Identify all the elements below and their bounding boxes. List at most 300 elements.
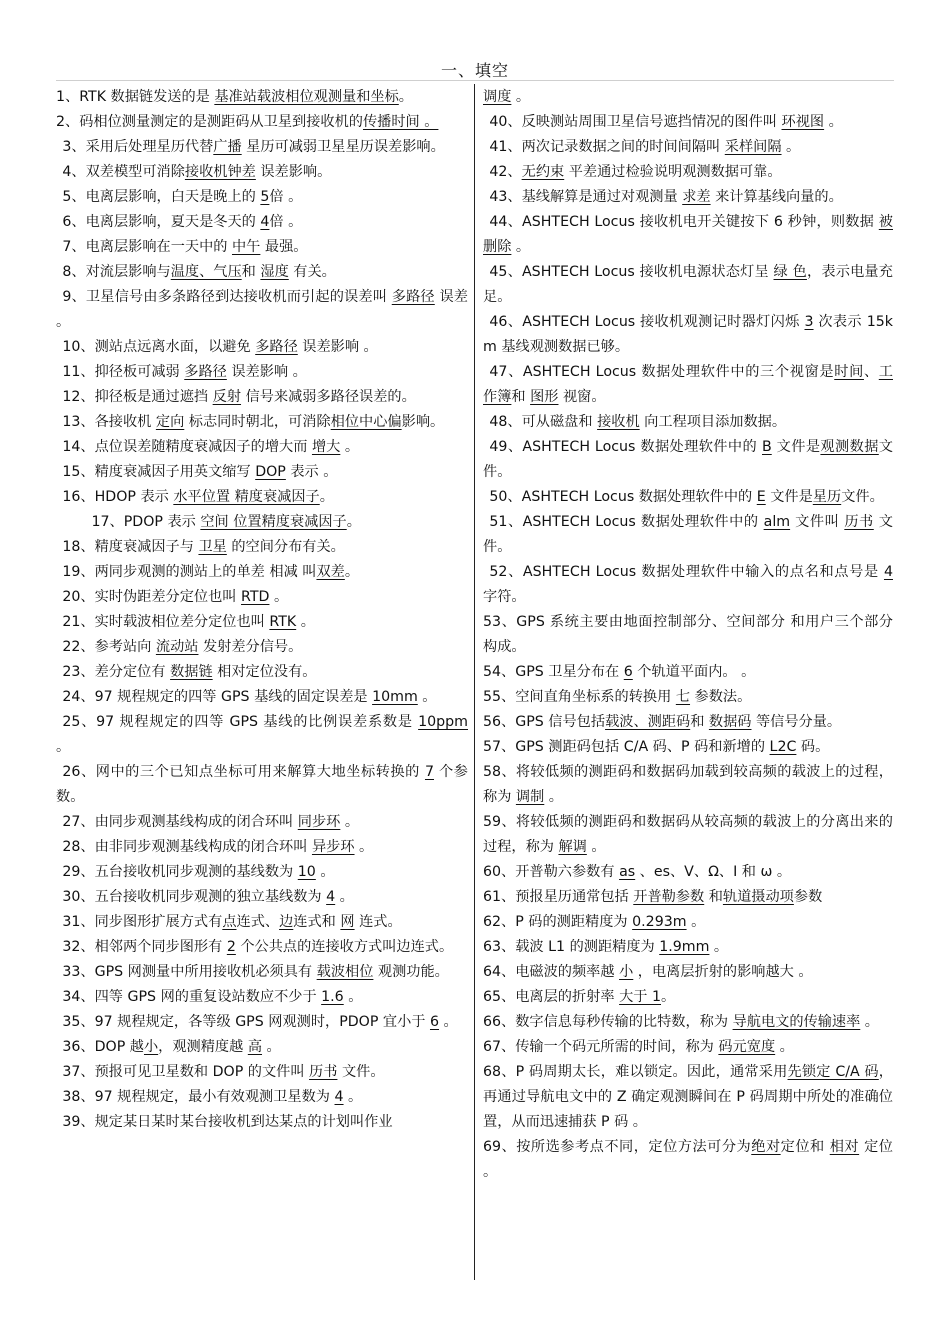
question-text: 。 [398, 89, 413, 105]
question-text: 12、抑径板是通过遮挡 [62, 389, 213, 405]
question-item [483, 1010, 893, 1035]
answer-blank: 4 [334, 1089, 344, 1105]
question-item [483, 360, 893, 410]
question-text: 3、采用后处理星历代替 [62, 139, 214, 155]
question-text: 。 [709, 939, 729, 955]
answer-blank: 异步环 [311, 839, 355, 855]
question-item [483, 435, 893, 485]
question-text: 参数 [793, 889, 823, 905]
question-text: 误差影响 。 [226, 364, 307, 380]
question-text: 。 [860, 1014, 879, 1030]
question-item [56, 685, 468, 710]
question-item [56, 585, 468, 610]
question-item [56, 460, 468, 485]
question-text: 个公共点的连接收方式叫边连式。 [235, 939, 454, 955]
header-rule [56, 80, 894, 81]
answer-blank: 湿度 [260, 264, 289, 280]
question-item [56, 560, 468, 585]
question-item [483, 910, 893, 935]
question-text: 31、同步图形扩展方式有 [62, 914, 223, 930]
question-text: 47、ASHTECH Locus 数据处理软件中的三个视窗是 [489, 364, 835, 380]
answer-blank: 0.293m [632, 914, 687, 930]
answer-blank: 高 [247, 1039, 263, 1055]
question-text: 。 [346, 514, 361, 530]
question-item [56, 535, 468, 560]
question-text: 文件是 [771, 439, 821, 455]
answer-blank: 时间 [834, 364, 864, 380]
answer-blank: 1.9mm [659, 939, 710, 955]
question-text: 15、精度衰减因子用英文缩写 [62, 464, 256, 480]
question-item [56, 710, 468, 760]
answer-blank: 先锁定 C/A 码 [787, 1064, 879, 1080]
question-item [56, 160, 468, 185]
question-item [483, 685, 893, 710]
question-text: 文件。 [337, 1064, 385, 1080]
question-item [483, 760, 893, 810]
question-text: 字符。 [483, 589, 526, 605]
question-text: 51、ASHTECH Locus 数据处理软件中的 [489, 514, 764, 530]
question-text: 平差通过检验说明观测数据可靠。 [564, 164, 782, 180]
question-text: 17、PDOP 表示 [91, 514, 201, 530]
question-text: 25、97 规程规定的四等 GPS 基线的比例误差系数是 [62, 714, 419, 730]
question-text: 8、对流层影响与 [62, 264, 171, 280]
answer-blank: 点 [222, 914, 237, 930]
answer-blank: 反射 [212, 389, 242, 405]
answer-blank: 边 [279, 914, 294, 930]
question-text: 参数法。 [690, 689, 752, 705]
question-item [483, 560, 893, 610]
answer-blank: as [619, 864, 636, 880]
question-item [56, 285, 468, 335]
answer-blank: 10mm [372, 689, 418, 705]
question-item [56, 960, 468, 985]
question-text: 连式和 [293, 914, 341, 930]
question-text: 和 [241, 264, 261, 280]
question-text: 。 [343, 989, 363, 1005]
answer-blank: 相对 [829, 1139, 860, 1155]
answer-blank: 卫星 [198, 539, 227, 555]
answer-blank: 轨道摄动项 [722, 889, 794, 905]
question-item [56, 510, 468, 535]
question-item [56, 860, 468, 885]
question-text: 64、电磁波的频率越 [483, 964, 620, 980]
question-text: 。 [296, 614, 315, 630]
answer-blank: 4 [260, 214, 270, 230]
question-text: 。 [511, 89, 531, 105]
question-text: 19、两同步观测的测站上的单差 相减 叫 [62, 564, 317, 580]
answer-blank: alm [763, 514, 791, 530]
answer-blank: 开普勒参数 [633, 889, 705, 905]
question-text: 有关。 [288, 264, 336, 280]
question-text: 45、ASHTECH Locus 接收机电源状态灯呈 [489, 264, 774, 280]
question-text: 9、卫星信号由多条路径到达接收机而引起的误差叫 [62, 289, 392, 305]
question-text: 58、将较低频的测距码和数据码加载到较高频的载波上的过程，称为 [483, 764, 893, 805]
question-text: 33、GPS 网测量中所用接收机必须具有 [62, 964, 317, 980]
answer-blank: 小 [143, 1039, 159, 1055]
question-text: 连式、 [236, 914, 280, 930]
question-text: 41、两次记录数据之间的时间间隔叫 [489, 139, 725, 155]
answer-blank: 环视图 [781, 114, 825, 130]
question-item [56, 810, 468, 835]
question-text: 码。 [796, 739, 830, 755]
question-text: 。 [781, 139, 801, 155]
question-text: 50、ASHTECH Locus 数据处理软件中的 [489, 489, 757, 505]
question-text: 向工程项目添加数据。 [639, 414, 787, 430]
question-text: 18、精度衰减因子与 [62, 539, 199, 555]
question-text: 43、基线解算是通过对观测量 [489, 189, 683, 205]
question-text: 定位 。 [483, 1139, 893, 1180]
question-item [56, 885, 468, 910]
question-text: 32、相邻两个同步图形有 [62, 939, 227, 955]
question-text: 11、抑径板可减弱 [62, 364, 185, 380]
question-text: 误差 。 [56, 289, 468, 330]
question-text: 文件。 [841, 489, 884, 505]
question-text: 63、载波 L1 的测距精度为 [483, 939, 660, 955]
question-item [56, 1110, 468, 1135]
question-text: 。 [340, 814, 360, 830]
question-item [483, 185, 893, 210]
answer-blank: 4 [883, 564, 893, 580]
question-text: 个参数。 [56, 764, 468, 805]
question-text: 38、97 规程规定，最小有效观测卫星数为 [62, 1089, 335, 1105]
question-text: ，再通过导航电文中的 Z 确定观测瞬间在 P 码周期中所处的准确位置，从而迅速捕获 P 码 。 [483, 1064, 893, 1130]
question-text: 56、GPS 信号包括 [483, 714, 606, 730]
answer-blank: 6 [623, 664, 633, 680]
answer-blank: 数据链 [170, 664, 213, 680]
answer-blank: 工作簿 [483, 364, 893, 405]
question-text: 1、RTK 数据链发送的是 [56, 89, 215, 105]
answer-blank: 双差 [316, 564, 345, 580]
question-text: 、 [863, 364, 879, 380]
question-text: 6、电离层影响，夏天是冬天的 [62, 214, 261, 230]
answer-blank: B [762, 439, 772, 455]
question-item [56, 1035, 468, 1060]
question-text: 57、GPS 测距码包括 C/A 码、P 码和新增的 [483, 739, 770, 755]
question-text: 。 [319, 489, 334, 505]
answer-blank: RTK [269, 614, 297, 630]
question-text: 。 [344, 564, 360, 580]
question-text: 来计算基线向量的。 [710, 189, 843, 205]
question-item [483, 110, 893, 135]
question-text: 。 [417, 689, 437, 705]
question-text: 和 [704, 889, 723, 905]
answer-blank: 码元宽度 [718, 1039, 776, 1055]
answer-blank: 中午 [231, 239, 261, 255]
answer-blank: 4 [326, 889, 336, 905]
question-item [483, 410, 893, 435]
question-text: 。 [824, 114, 843, 130]
answer-blank: 图形 [530, 389, 559, 405]
question-item [483, 210, 893, 260]
question-text: 。 [269, 589, 289, 605]
question-text: 23、差分定位有 [62, 664, 171, 680]
question-text: 视窗。 [558, 389, 606, 405]
question-item [56, 935, 468, 960]
answer-blank: 接收机 [597, 414, 640, 430]
answer-blank: 水平位置 精度衰减因子 [173, 489, 320, 505]
question-text: 最强。 [260, 239, 308, 255]
question-item [483, 935, 893, 960]
question-item [56, 335, 468, 360]
question-item [483, 660, 893, 685]
question-item [483, 710, 893, 735]
question-text: 40、反映测站周围卫星信号遮挡情况的图件叫 [489, 114, 782, 130]
answer-blank: 调度 [483, 89, 512, 105]
question-text: 35、97 规程规定，各等级 GPS 网观测时，PDOP 宜小于 [62, 1014, 430, 1030]
answer-blank: 2 [226, 939, 236, 955]
question-item [56, 185, 468, 210]
question-text: 信号来减弱多路径误差的。 [241, 389, 416, 405]
answer-blank: 解调 [558, 839, 587, 855]
question-text: 2、码相位测量测定的是测距码从卫星到接收机的 [56, 114, 363, 130]
page-title: 一、填空 [440, 61, 509, 80]
question-text: 36、DOP 越 [62, 1039, 144, 1055]
question-text: 。 [511, 239, 531, 255]
question-item [483, 860, 893, 885]
question-text: ，表示电量充足。 [483, 264, 893, 305]
answer-blank: 同步环 [297, 814, 341, 830]
question-text: 4、双差模型可消除 [62, 164, 185, 180]
question-item [483, 810, 893, 860]
question-item [483, 1060, 893, 1135]
answer-blank: 小 [619, 964, 634, 980]
question-text: 。 [686, 914, 706, 930]
answer-blank: L2C [769, 739, 797, 755]
question-item [483, 485, 893, 510]
answer-blank: 相位中心偏 [330, 414, 402, 430]
question-text: 37、预报可见卫星数和 DOP 的文件叫 [62, 1064, 310, 1080]
question-text: 44、ASHTECH Locus 接收机电开关键按下 6 秒钟，则数据 [489, 214, 879, 230]
answer-blank: 求差 [682, 189, 711, 205]
question-text: 。 [262, 1039, 281, 1055]
question-item [56, 660, 468, 685]
question-text: 文件。 [483, 514, 893, 555]
question-text: ，观测精度越 [158, 1039, 248, 1055]
answer-blank: 导航电文的传输速率 [732, 1014, 861, 1030]
question-text: 次表示 15km 基线观测数据已够。 [483, 314, 894, 355]
question-text: 。 [343, 1089, 363, 1105]
question-text: 、es、V、Ω、I 和 ω 。 [635, 864, 792, 880]
question-item [56, 635, 468, 660]
question-text: 14、点位误差随精度衰减因子的增大而 [62, 439, 312, 455]
question-text: 的空间分布有关。 [226, 539, 345, 555]
answer-blank: 历书 [844, 514, 874, 530]
question-item [483, 985, 893, 1010]
answer-blank: 数据码 [708, 714, 752, 730]
answer-blank: 载波、测距码 [605, 714, 691, 730]
question-item [56, 410, 468, 435]
question-text: 60、开普勒六参数有 [483, 864, 620, 880]
question-text: 。 [439, 1014, 458, 1030]
question-text: 文件。 [483, 439, 893, 480]
right-column [483, 85, 893, 1185]
question-text: 误差影响 。 [297, 339, 378, 355]
answer-blank: 绝对 [751, 1139, 781, 1155]
answer-blank: 历书 [309, 1064, 338, 1080]
answer-blank: 10 [297, 864, 316, 880]
answer-blank: 接收机钟差 [184, 164, 256, 180]
question-text: 49、ASHTECH Locus 数据处理软件中的 [489, 439, 762, 455]
answer-blank: 广播 [213, 139, 242, 155]
question-text: 。 [340, 439, 360, 455]
question-text: 68、P 码周期太长，难以锁定。因此，通常采用 [483, 1064, 788, 1080]
question-text: 。 [586, 839, 606, 855]
question-text: 28、由非同步观测基线构成的闭合环叫 [62, 839, 312, 855]
question-text: 标志同时朝北，可消除 [184, 414, 331, 430]
question-item [56, 435, 468, 460]
question-item [483, 260, 893, 310]
question-item [56, 910, 468, 935]
answer-blank: DOP [255, 464, 286, 480]
question-item [56, 135, 468, 160]
question-item [483, 1135, 893, 1185]
question-item [56, 485, 468, 510]
question-item [56, 85, 468, 110]
question-item [483, 135, 893, 160]
question-text: 21、实时载波相位差分定位也叫 [62, 614, 270, 630]
question-text: 24、97 规程规定的四等 GPS 基线的固定误差是 [62, 689, 373, 705]
answer-blank: 星历 [812, 489, 842, 505]
answer-blank: 增大 [311, 439, 341, 455]
answer-blank: 多路径 [184, 364, 227, 380]
question-item [483, 160, 893, 185]
question-text: 55、空间直角坐标系的转换用 [483, 689, 676, 705]
question-text: 误差影响。 [255, 164, 332, 180]
question-text: 52、ASHTECH Locus 数据处理软件中输入的点名和点号是 [489, 564, 884, 580]
answer-blank: 载波相位 [316, 964, 374, 980]
answer-blank: 流动站 [155, 639, 199, 655]
answer-blank: 七 [675, 689, 691, 705]
answer-blank: 3 [804, 314, 814, 330]
question-text: 。 [661, 989, 676, 1005]
answer-blank: 采样间隔 [724, 139, 782, 155]
question-text: 65、电离层的折射率 [483, 989, 620, 1005]
question-text: 13、各接收机 [62, 414, 156, 430]
question-text: 66、数字信息每秒传输的比特数，称为 [483, 1014, 733, 1030]
question-text: 观测功能。 [373, 964, 449, 980]
question-item [483, 85, 893, 110]
question-text: 影响。 [401, 414, 445, 430]
question-item [56, 110, 468, 135]
question-text: 星历可减弱卫星星历误差影响。 [241, 139, 445, 155]
question-text: 。 [56, 739, 71, 755]
answer-blank: 大于 1 [619, 989, 661, 1005]
question-item [56, 760, 468, 810]
question-item [56, 235, 468, 260]
question-item [56, 985, 468, 1010]
question-text: 54、GPS 卫星分布在 [483, 664, 624, 680]
question-text: 。 [315, 864, 335, 880]
question-text: 53、GPS 系统主要由地面控制部分、空间部分 和用户三个部分构成。 [483, 614, 893, 655]
answer-blank: E [756, 489, 766, 505]
question-item [56, 1010, 468, 1035]
question-text: 。 [775, 1039, 794, 1055]
answer-blank: 5 [260, 189, 270, 205]
question-text: 文件叫 [790, 514, 845, 530]
answer-blank: 温度、气压 [170, 264, 242, 280]
question-text: 39、规定某日某时某台接收机到达某点的计划叫作业 [62, 1114, 393, 1130]
answer-blank: 调制 [515, 789, 545, 805]
answer-blank: 1.6 [321, 989, 344, 1005]
answer-blank: 7 [424, 764, 434, 780]
question-text: 62、P 码的测距精度为 [483, 914, 633, 930]
question-text: ，电离层折射的影响越大 。 [633, 964, 813, 980]
question-text: 倍 。 [269, 189, 303, 205]
question-item [56, 385, 468, 410]
question-item [483, 1035, 893, 1060]
answer-blank: 多路径 [255, 339, 298, 355]
question-text: 相对定位没有。 [212, 664, 317, 680]
answer-blank: 网 [340, 914, 355, 930]
question-text: 67、传输一个码元所需的时间，称为 [483, 1039, 719, 1055]
question-text: 5、电离层影响，白天是晚上的 [62, 189, 261, 205]
question-text: 48、可从磁盘和 [489, 414, 598, 430]
question-text: 34、四等 GPS 网的重复设站数应不少于 [62, 989, 322, 1005]
question-text: 59、将较低频的测距码和数据码从较高频的载波上的分离出来的过程，称为 [483, 814, 893, 855]
question-text: 61、预报星历通常包括 [483, 889, 634, 905]
answer-blank: 传播时间 。 [362, 114, 439, 130]
question-text: 连式。 [354, 914, 402, 930]
answer-blank: RTD [241, 589, 270, 605]
question-text: 。 [544, 789, 563, 805]
question-text: 。 [354, 839, 374, 855]
question-item [483, 735, 893, 760]
answer-blank: 绿 色 [773, 264, 807, 280]
question-item [483, 310, 893, 360]
question-text: 42、 [489, 164, 522, 180]
question-item [56, 610, 468, 635]
question-text: 22、参考站向 [62, 639, 156, 655]
answer-blank: 观测数据 [820, 439, 879, 455]
question-item [56, 360, 468, 385]
question-text: 发射差分信号。 [198, 639, 303, 655]
question-text: 27、由同步观测基线构成的闭合环叫 [62, 814, 298, 830]
question-text: 和 [511, 389, 531, 405]
answer-blank: 定向 [155, 414, 185, 430]
answer-blank: 被删除 [483, 214, 893, 255]
question-text: 倍 。 [269, 214, 303, 230]
question-item [483, 510, 893, 560]
question-item [56, 260, 468, 285]
question-item [483, 610, 893, 660]
column-divider [474, 84, 475, 1280]
question-item [56, 1085, 468, 1110]
question-text: 69、按所选参考点不同，定位方法可分为 [483, 1139, 752, 1155]
question-item [56, 210, 468, 235]
question-text: 定位和 [780, 1139, 830, 1155]
answer-blank: 10ppm [418, 714, 468, 730]
answer-blank: 6 [429, 1014, 440, 1030]
left-column [56, 85, 468, 1135]
question-text: 等信号分量。 [751, 714, 842, 730]
answer-blank: 空间 位置精度衰减因子 [200, 514, 347, 530]
question-text: 7、电离层影响在一天中的 [62, 239, 232, 255]
question-text: 表示 。 [285, 464, 338, 480]
question-item [483, 960, 893, 985]
question-text: 46、ASHTECH Locus 接收机观测记时器灯闪烁 [489, 314, 805, 330]
question-text: 29、五台接收机同步观测的基线数为 [62, 864, 298, 880]
question-item [56, 835, 468, 860]
question-text: 和 [690, 714, 709, 730]
question-text: 文件是 [765, 489, 813, 505]
question-text: 20、实时伪距差分定位也叫 [62, 589, 242, 605]
question-text: 16、HDOP 表示 [62, 489, 174, 505]
question-item [483, 885, 893, 910]
question-text: 。 [335, 889, 354, 905]
question-text: 10、测站点远离水面，以避免 [62, 339, 256, 355]
answer-blank: 基准站载波相位观测量和坐标 [214, 89, 399, 105]
question-item [56, 1060, 468, 1085]
